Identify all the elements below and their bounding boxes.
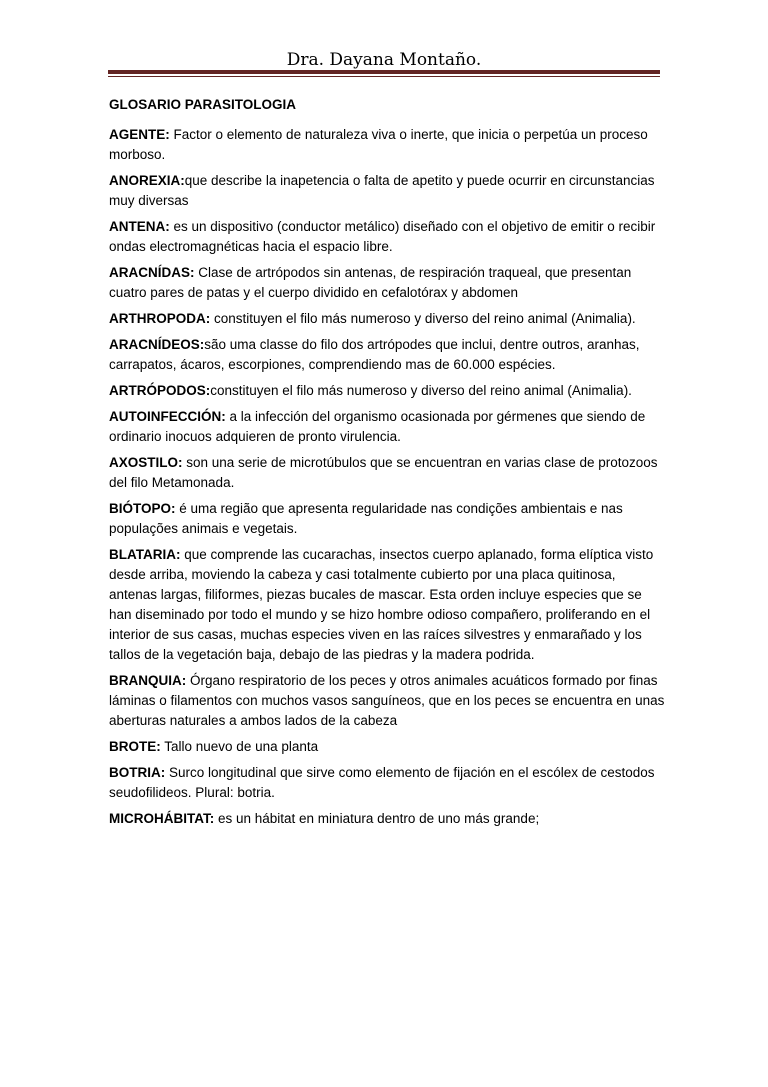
- entry-definition: Clase de artrópodos sin antenas, de respiración traqueal, que presentan cuatro pares de patas y el cuerpo dividido en cefalotórax y abdomen: [109, 265, 632, 300]
- glossary-entry-arthropoda: [109, 309, 665, 329]
- glossary-entry-botria: [109, 763, 665, 803]
- document-title: GLOSARIO PARASITOLOGIA: [109, 97, 297, 112]
- entry-term: ARTHROPODA:: [109, 311, 211, 326]
- glossary-entry-autoinfeccion: [109, 407, 665, 447]
- glossary-entry-anorexia: [109, 171, 665, 211]
- entry-definition: a la infección del organismo ocasionada por gérmenes que siendo de ordinario inocuos adquieren de pronto virulencia.: [109, 409, 646, 444]
- entry-term: BLATARIA:: [109, 547, 181, 562]
- entry-definition: es un dispositivo (conductor metálico) diseñado con el objetivo de emitir o recibir ondas electromagnéticas hacia el espacio libre.: [109, 219, 656, 254]
- header-rule-thick: [108, 70, 660, 74]
- entry-term: BOTRIA:: [109, 765, 166, 780]
- entry-definition: Órgano respiratorio de los peces y otros animales acuáticos formado por finas láminas o filamentos con muchos vasos sanguíneos, que en los peces se encuentra en unas aberturas naturales a ambos lados de la cabeza: [109, 673, 665, 728]
- entry-term: AGENTE:: [109, 127, 170, 142]
- entry-definition: constituyen el filo más numeroso y diverso del reino animal (Animalia).: [210, 311, 636, 326]
- entry-definition: que comprende las cucarachas, insectos cuerpo aplanado, forma elíptica visto desde arriba, moviendo la cabeza y casi totalmente cubierto por una placa quitinosa, antenas largas, filiformes, piezas bucales de mascar. Esta orden incluye especies que se han diseminado por todo el mundo y se hizo hombre odioso compañero, proliferando en el interior de sus casas, muchas especies viven en las raíces silvestres y enmarañado y los tallos de la vegetación baja, debajo de las piedras y la madera podrida.: [109, 547, 654, 662]
- glossary-entry-artropodos: [109, 381, 665, 401]
- entry-term: ANOREXIA:: [109, 173, 185, 188]
- entry-definition: é uma região que apresenta regularidade nas condições ambientais e nas populações animais e vegetais.: [109, 501, 623, 536]
- glossary-entry-biotopo: [109, 499, 665, 539]
- entry-definition: constituyen el filo más numeroso y diverso del reino animal (Animalia).: [210, 383, 632, 398]
- header-rule-thin: [108, 76, 660, 77]
- glossary-entry-microhabitat: [109, 809, 665, 829]
- glossary-entry-branquia: [109, 671, 665, 731]
- entry-term: ARACNÍDEOS:: [109, 337, 205, 352]
- entry-definition: es un hábitat en miniatura dentro de uno más grande;: [214, 811, 540, 826]
- header-author: Dra. Dayana Montaño.: [286, 50, 482, 70]
- entry-definition: Tallo nuevo de una planta: [160, 739, 319, 754]
- entry-term: BRANQUIA:: [109, 673, 187, 688]
- entry-term: AUTOINFECCIÓN:: [109, 409, 226, 424]
- glossary-content: [109, 95, 665, 835]
- entry-definition: que describe la inapetencia o falta de apetito y puede ocurrir en circunstancias muy diversas: [109, 173, 655, 208]
- glossary-entry-blataria: [109, 545, 665, 665]
- entry-definition: Factor o elemento de naturaleza viva o inerte, que inicia o perpetúa un proceso morboso.: [109, 127, 648, 162]
- entry-term: AXOSTILO:: [109, 455, 183, 470]
- entry-definition: son una serie de microtúbulos que se encuentran en varias clase de protozoos del filo Metamonada.: [109, 455, 658, 490]
- glossary-entry-axostilo: [109, 453, 665, 493]
- entry-term: BIÓTOPO:: [109, 501, 176, 516]
- glossary-entry-aracnidas: [109, 263, 665, 303]
- entry-term: BROTE:: [109, 739, 161, 754]
- entry-term: ANTENA:: [109, 219, 170, 234]
- glossary-entry-agente: [109, 125, 665, 165]
- entry-term: ARACNÍDAS:: [109, 265, 195, 280]
- entry-definition: Surco longitudinal que sirve como elemento de fijación en el escólex de cestodos seudofilideos. Plural: botria.: [109, 765, 655, 800]
- entry-term: MICROHÁBITAT:: [109, 811, 215, 826]
- glossary-entry-brote: [109, 737, 665, 757]
- glossary-entry-aracnideos: [109, 335, 665, 375]
- entry-definition: são uma classe do filo dos artrópodes que inclui, dentre outros, aranhas, carrapatos, ácaros, escorpiones, comprendiendo mas de 60.000 espécies.: [109, 337, 640, 372]
- glossary-entry-antena: [109, 217, 665, 257]
- entry-term: ARTRÓPODOS:: [109, 383, 211, 398]
